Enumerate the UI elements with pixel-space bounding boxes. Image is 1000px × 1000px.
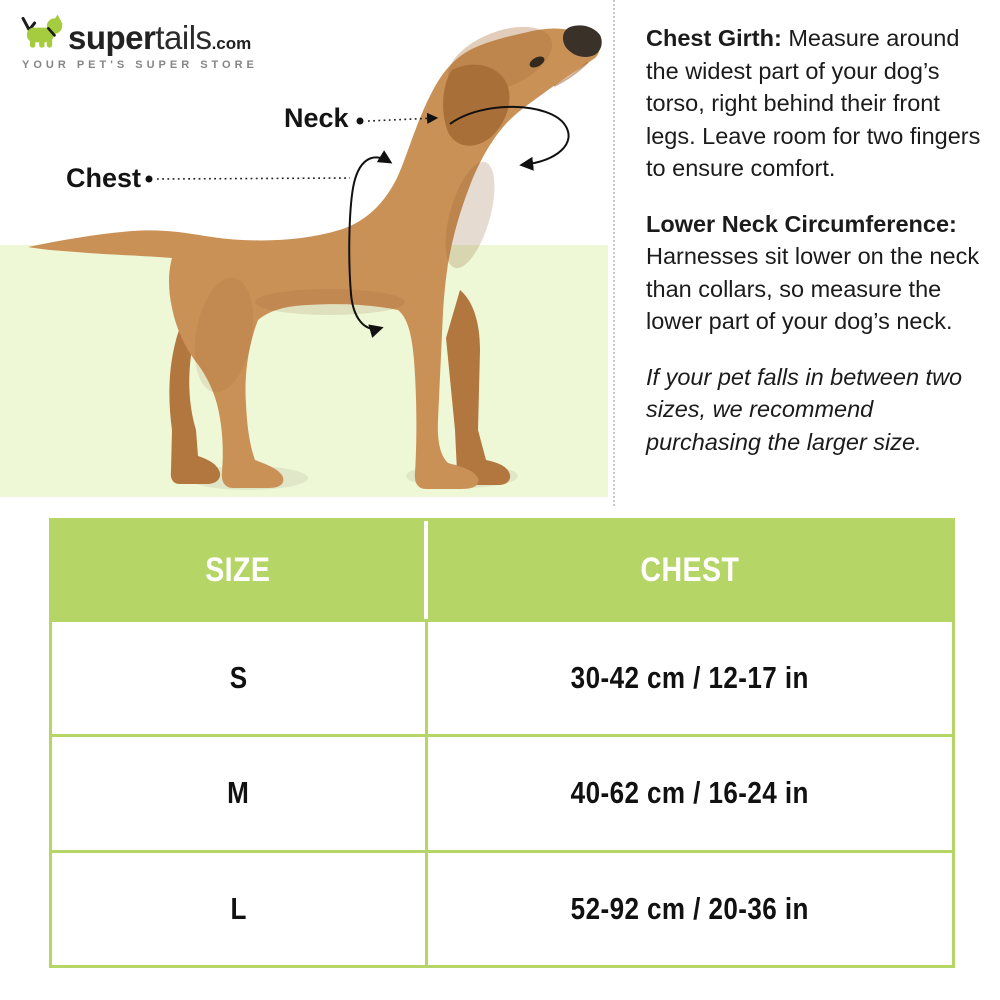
chest-girth-title: Chest Girth:	[646, 25, 782, 51]
chest-callout-dot	[146, 176, 153, 183]
table-row	[52, 619, 952, 734]
table-row	[52, 850, 952, 965]
chest-measure-loop	[349, 157, 390, 328]
lower-neck-paragraph	[646, 208, 986, 338]
column-header-size: SIZE	[52, 521, 428, 619]
brand-name-bold: super	[68, 19, 156, 56]
chest-girth-paragraph	[646, 22, 986, 185]
table-header-row	[52, 521, 952, 619]
table-row	[52, 734, 952, 849]
measuring-instructions	[646, 22, 986, 481]
column-header-chest: CHEST	[428, 521, 952, 619]
size-recommendation-note: If your pet falls in between two sizes, we recommend purchasing the larger size.	[646, 363, 963, 455]
chest-dotted-line	[157, 178, 350, 179]
chest-girth-body: Measure around the widest part of your dog’s torso, right behind their front legs. Leave room for two fingers to ensure comfort.	[646, 25, 981, 181]
size-cell: M	[52, 737, 428, 849]
neck-callout-dot	[357, 118, 364, 125]
chest-cell: 40-62 cm / 16-24 in	[428, 737, 952, 849]
lower-neck-body: Harnesses sit lower on the neck than collars, so measure the lower part of your dog’s neck.	[646, 243, 980, 334]
chest-cell: 52-92 cm / 20-36 in	[428, 853, 952, 965]
brand-tagline: YOUR PET'S SUPER STORE	[22, 59, 258, 71]
neck-dotted-line	[368, 118, 436, 121]
neck-measure-loop	[450, 107, 569, 165]
size-cell: L	[52, 853, 428, 965]
measurement-arrows	[0, 0, 620, 505]
vertical-dotted-divider	[613, 0, 615, 506]
brand-name-light: tails	[155, 19, 212, 56]
lower-neck-title: Lower Neck Circumference:	[646, 210, 957, 237]
size-cell: S	[52, 622, 428, 734]
neck-label: Neck	[284, 103, 349, 133]
chest-cell: 30-42 cm / 12-17 in	[428, 622, 952, 734]
chest-label: Chest	[66, 163, 142, 193]
brand-tld: .com	[211, 33, 252, 53]
size-chart-table	[49, 518, 955, 968]
